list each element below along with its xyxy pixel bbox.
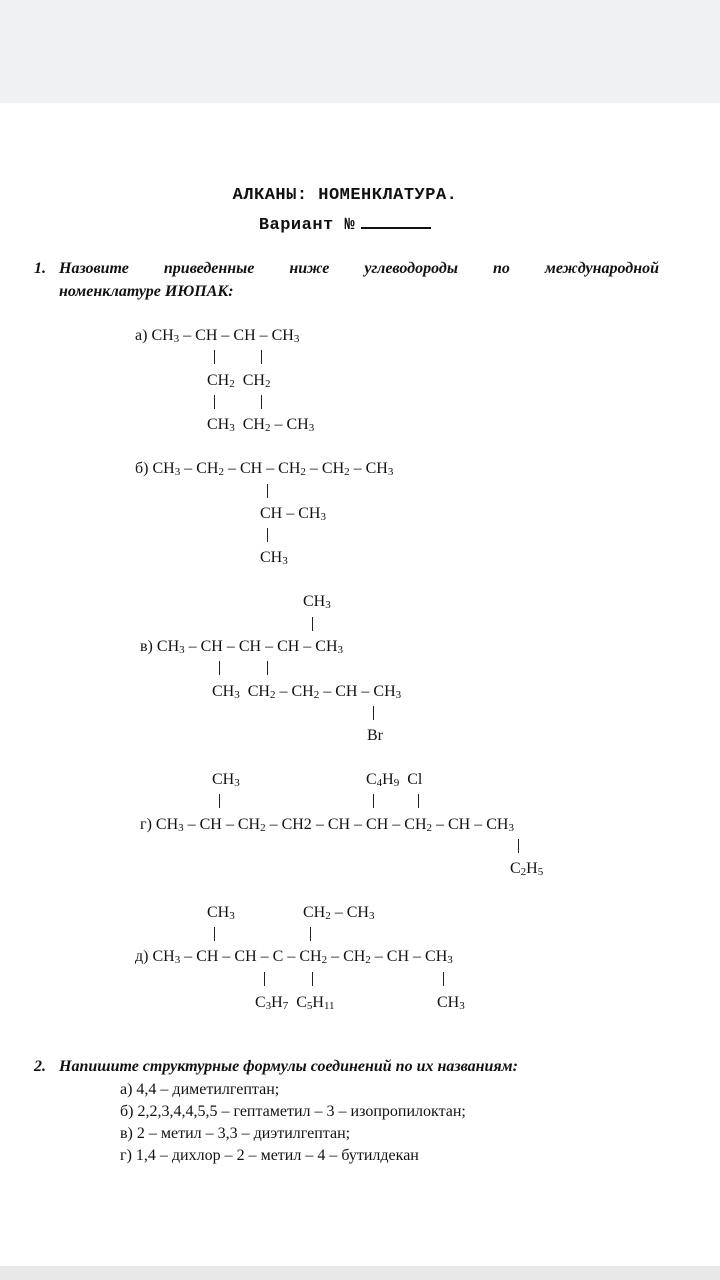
formula-text: $C_4H_9$ Cl xyxy=(366,771,423,789)
formula-text: г) $CH_3$ – CH – $CH_2 - CH2$ – CH – CH – $CH_2$ – CH – $CH_3$ xyxy=(140,816,514,834)
question-1-text-line1: Назовите приведенные ниже углеводороды по международной xyxy=(59,260,659,277)
formula-text: д) $CH_3$ – CH – CH – C – $CH_2 - CH_2$ – CH – $CH_3$ xyxy=(135,948,453,966)
bond-line xyxy=(443,972,444,986)
document-title: АЛКАНЫ: НОМЕНКЛАТУРА. xyxy=(232,186,458,205)
question-1-text-line2: номенклатуре ИЮПАК: xyxy=(59,283,234,300)
formula-v-halogen: Br xyxy=(367,727,383,744)
formula-text: $CH_3$ xyxy=(303,593,331,611)
formula-text: б) $CH_3 - CH_2$ – CH – $CH_2 - CH_2 - CH_3$ xyxy=(135,460,394,478)
list-item: г) 1,4 – дихлор – 2 – метил – 4 – бутилдекан xyxy=(120,1147,419,1164)
variant-blank xyxy=(361,213,431,229)
variant-label: Вариант № xyxy=(258,216,356,235)
variant-line xyxy=(0,213,690,235)
formula-text: $CH_3$ $CH_2 - CH_2$ – CH – $CH_3$ xyxy=(212,683,402,701)
list-item: в) 2 – метил – 3,3 – диэтилгептан; xyxy=(120,1125,351,1142)
bond-line xyxy=(267,661,268,675)
bond-line xyxy=(267,528,268,542)
formula-text: в) $CH_3$ – CH – CH – CH – $CH_3$ xyxy=(140,638,344,656)
formula-text: $CH_3$ xyxy=(437,994,465,1012)
question-2-number: 2. xyxy=(34,1058,46,1075)
viewer-bottom-bar xyxy=(0,1266,720,1280)
formula-text: $CH_2$ $CH_2$ xyxy=(207,372,271,390)
question-2-text: Напишите структурные формулы соединений по их названиям: xyxy=(59,1058,518,1075)
formula-text: CH – $CH_3$ xyxy=(260,505,326,523)
formula-text: $C_3H_7$ $C_5H_{11}$ xyxy=(255,994,335,1012)
bond-line xyxy=(418,794,419,808)
list-item: а) 4,4 – диметилгептан; xyxy=(120,1081,280,1098)
bond-line xyxy=(373,794,374,808)
formula-g-label: г) xyxy=(140,816,152,833)
bond-line xyxy=(219,794,220,808)
bond-line xyxy=(219,661,220,675)
bond-line xyxy=(312,617,313,631)
bond-line xyxy=(261,395,262,409)
bond-line xyxy=(312,972,313,986)
bond-line xyxy=(267,484,268,498)
bond-line xyxy=(310,927,311,941)
formula-g-halogen: Cl xyxy=(407,771,423,788)
bond-line xyxy=(214,350,215,364)
formula-text: $CH_3$ xyxy=(212,771,240,789)
formula-a-label: а) xyxy=(135,327,148,344)
list-item: б) 2,2,3,4,4,5,5 – гептаметил – 3 – изопропилоктан; xyxy=(120,1103,466,1120)
bond-line xyxy=(214,927,215,941)
bond-line xyxy=(214,395,215,409)
formula-d-label: д) xyxy=(135,948,149,965)
formula-g-mid-group: CH2 xyxy=(281,816,312,833)
bond-line xyxy=(264,972,265,986)
viewer-top-bar xyxy=(0,0,720,103)
formula-v-label: в) xyxy=(140,638,153,655)
formula-text: $C_2H_5$ xyxy=(510,860,544,878)
bond-line xyxy=(373,706,374,720)
formula-text: $CH_3$ xyxy=(207,904,235,922)
bond-line xyxy=(518,839,519,853)
question-1-number: 1. xyxy=(34,260,46,277)
formula-text: $CH_2 - CH_3$ xyxy=(303,904,375,922)
formula-b-label: б) xyxy=(135,460,149,477)
formula-text: а) $CH_3$ – CH – CH – $CH_3$ xyxy=(135,327,300,345)
formula-text: $CH_3$ xyxy=(260,549,288,567)
bond-line xyxy=(261,350,262,364)
formula-text: $CH_3$ $CH_2 - CH_3$ xyxy=(207,416,315,434)
